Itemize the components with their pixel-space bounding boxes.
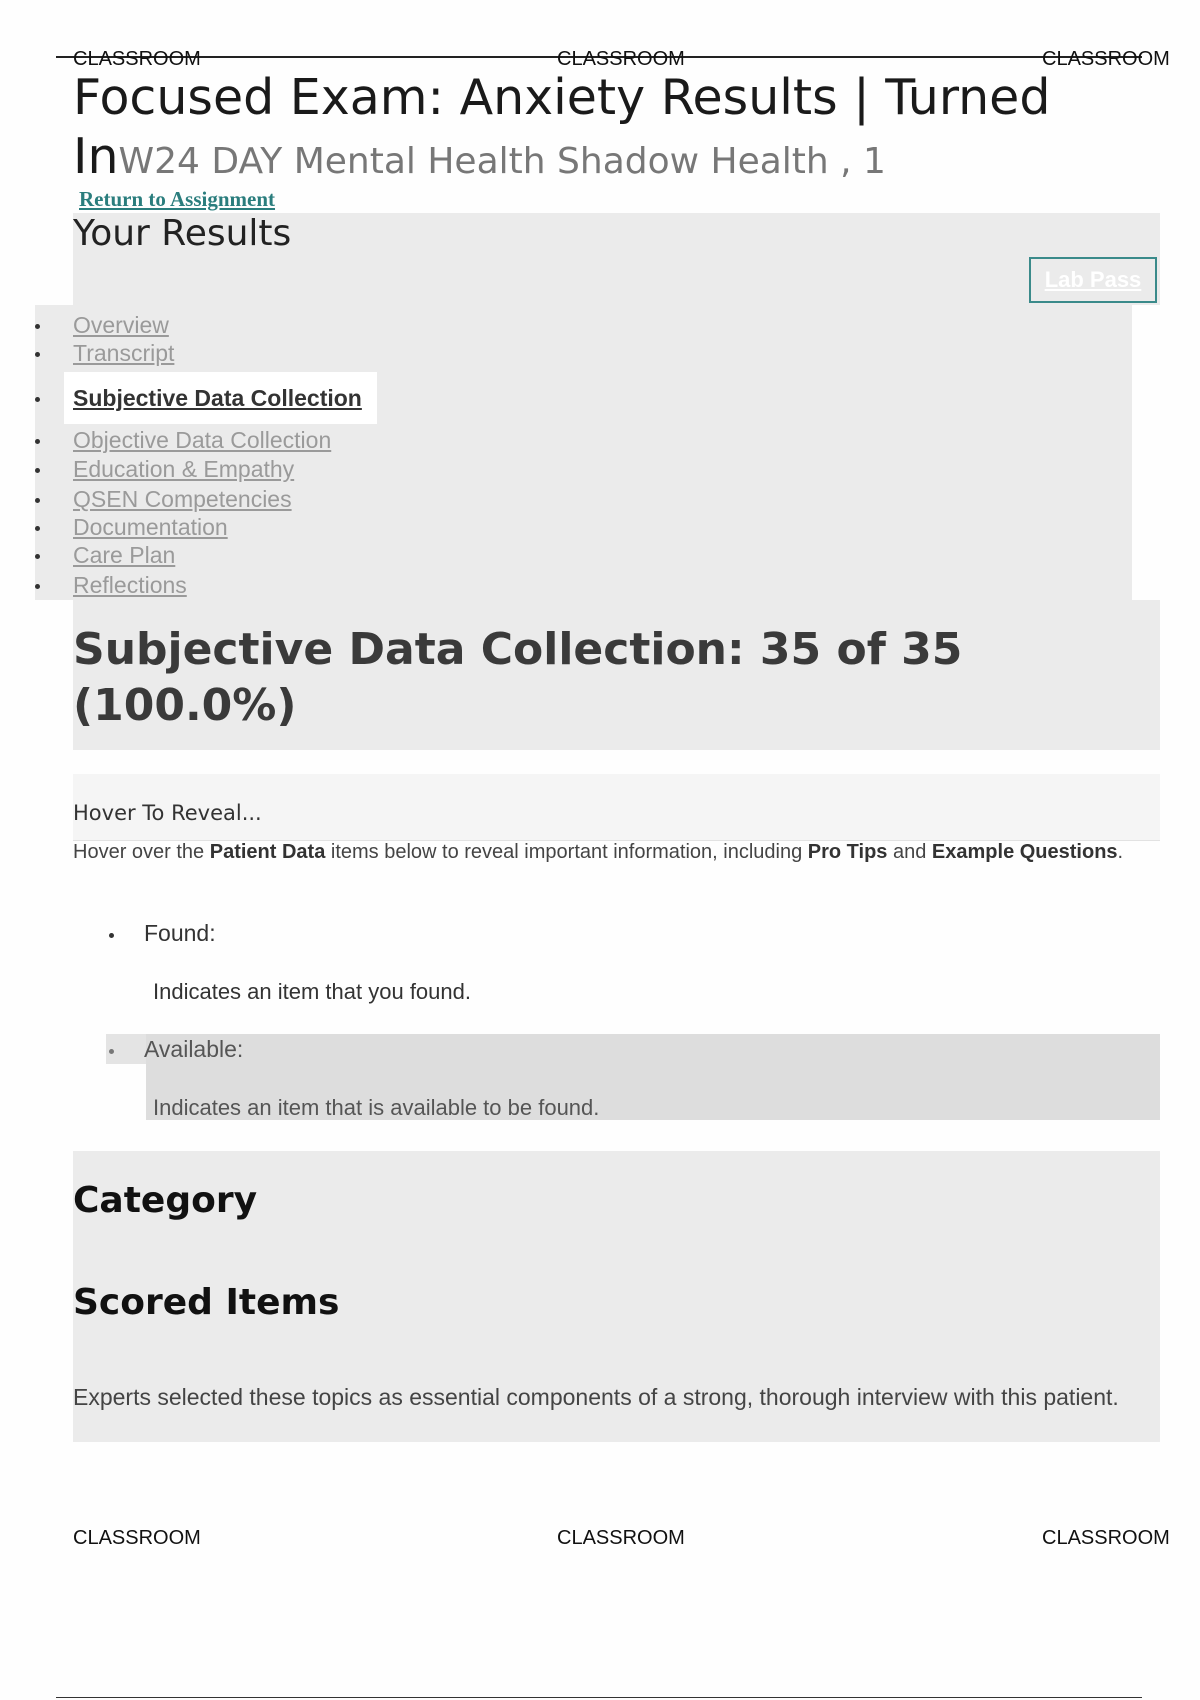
hover-desc-text: and: [887, 841, 932, 863]
nav-bullet: [35, 498, 40, 503]
hover-instructions: [73, 840, 1133, 865]
hover-desc-patient-data: Patient Data: [209, 841, 326, 863]
page-title: [73, 68, 1073, 191]
tab-education-empathy[interactable]: Education & Empathy: [73, 456, 295, 482]
tab-reflections[interactable]: Reflections: [73, 572, 187, 598]
nav-bullet: [35, 584, 40, 589]
footer-rule: [56, 1697, 1142, 1698]
nav-bullet: [35, 554, 40, 559]
tab-objective-data-collection[interactable]: Objective Data Collection: [73, 427, 332, 453]
tab-transcript[interactable]: Transcript: [73, 340, 175, 366]
nav-bullet: [35, 526, 40, 531]
nav-bullet: [35, 324, 40, 329]
page-title-main: Focused Exam: Anxiety Results | Turned In: [73, 69, 1051, 185]
category-heading: Category: [73, 1180, 258, 1221]
watermark-left: CLASSROOM: [73, 48, 201, 70]
return-to-assignment-link[interactable]: Return to Assignment: [79, 187, 276, 211]
nav-bullet: [35, 352, 40, 357]
experts-description: Experts selected these topics as essential components of a strong, thorough interview with this patient.: [73, 1384, 1119, 1410]
legend-found-text: Indicates an item that you found.: [153, 979, 471, 1004]
hover-desc-text: .: [1117, 841, 1124, 863]
watermark-right: CLASSROOM: [1042, 48, 1170, 70]
watermark-right: CLASSROOM: [1042, 1527, 1170, 1549]
hover-reveal-title: Hover To Reveal...: [73, 801, 262, 825]
nav-bullet: [35, 397, 40, 402]
hover-desc-example-questions: Example Questions: [931, 841, 1118, 863]
lab-pass-button[interactable]: Lab Pass: [1029, 257, 1157, 303]
page-subtitle: W24 DAY Mental Health Shadow Health , 1: [118, 141, 886, 182]
legend-bullet: [109, 933, 114, 938]
legend-available-label: Available:: [144, 1036, 244, 1062]
nav-bullet: [35, 468, 40, 473]
tab-qsen-competencies[interactable]: QSEN Competencies: [73, 486, 292, 512]
scored-items-heading: Scored Items: [73, 1282, 340, 1323]
hover-desc-text: Hover over the: [73, 841, 210, 863]
hover-desc-text: items below to reveal important information, including: [325, 841, 808, 863]
tab-care-plan[interactable]: Care Plan: [73, 542, 176, 568]
tab-documentation[interactable]: Documentation: [73, 514, 228, 540]
hover-desc-pro-tips: Pro Tips: [807, 841, 888, 863]
your-results-heading: Your Results: [73, 213, 292, 254]
legend-found-label: Found:: [144, 920, 216, 946]
section-score-title: Subjective Data Collection: 35 of 35 (100.0%): [73, 624, 963, 731]
nav-bullet: [35, 439, 40, 444]
legend-bullet: [109, 1049, 114, 1054]
watermark-left: CLASSROOM: [73, 1527, 201, 1549]
tab-overview[interactable]: Overview: [73, 312, 169, 338]
legend-available-text: Indicates an item that is available to be found.: [153, 1095, 600, 1120]
watermark-center: CLASSROOM: [557, 48, 685, 70]
watermark-center: CLASSROOM: [557, 1527, 685, 1549]
tab-subjective-data-collection[interactable]: Subjective Data Collection: [73, 385, 362, 411]
